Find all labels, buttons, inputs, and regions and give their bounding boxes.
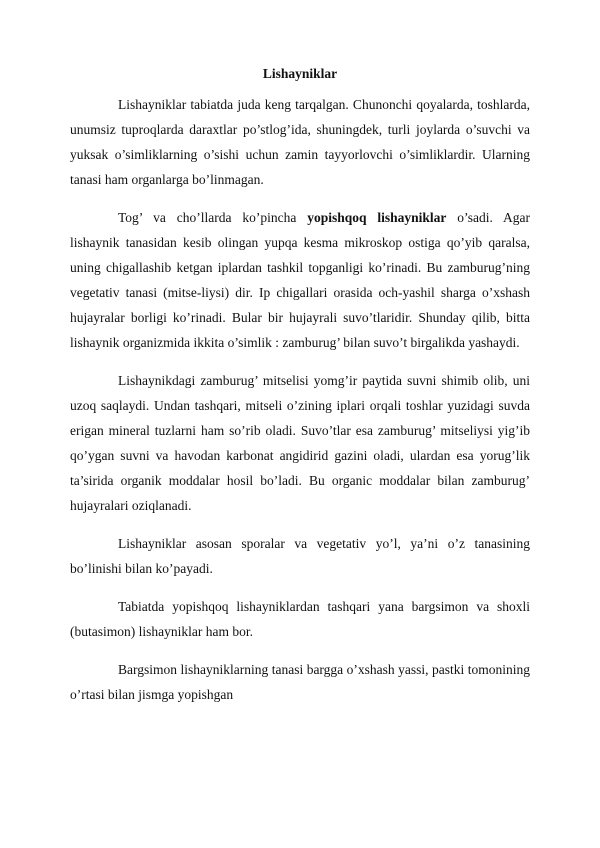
- paragraph-6: Bargsimon lishayniklarning tanasi bargga o’xshash yassi, pastki tomonining o’rtasi bilan jismga yopishgan: [70, 662, 530, 702]
- paragraph-3: Lishaynikdagi zamburug’ mitselisi yomg’ir paytida suvni shimib olib, uni uzoq saqlaydi. Undan tashqari, mitseli o’zining iplari orqali toshlar yuzidagi suvda erigan mineral tuzlarni ham so’rib oladi. Suvo’tlar esa zamburug’ mitseliysi yig’ib qo’ygan suvni va havodan karbonat angidirid gazini oladi, ulardan esa yorug’lik ta’sirida organik moddalar hosil bo’ladi. Bu organic moddalar bilan zamburug’ hujayralari oziqlanadi.: [70, 373, 530, 513]
- paragraph-2-lead: Tog’ va cho’llarda ko’pincha: [118, 210, 308, 225]
- paragraph-1: Lishayniklar tabiatda juda keng tarqalgan. Chunonchi qoyalarda, toshlarda, unumsiz tuproqlarda daraxtlar po’stlog’ida, shuningdek, turli joylarda o’suvchi va yuksak o’simliklarning o’sishi uchun zamin tayyorlovchi o’simliklardir. Ularning tanasi ham organlarga bo’linmagan.: [70, 97, 530, 187]
- paragraph-2: [70, 205, 530, 355]
- document-body: [70, 92, 530, 720]
- page-title: Lishayniklar: [262, 66, 338, 81]
- paragraph-5: Tabiatda yopishqoq lishayniklardan tashqari yana bargsimon va shoxli (butasimon) lishayniklar ham bor.: [70, 599, 530, 639]
- paragraph-2-rest: o’sadi. Agar lishaynik tanasidan kesib olingan yupqa kesma mikroskop ostiga qo’yib qaralsa, uning chigallashib ketgan iplardan tashkil topganligi ko’rinadi. Bu zamburug’ning vegetativ tanasi (mitse-liysi) dir. Ip chigallari orasida och-yashil sharga o’xshash hujayralar borligi ko’rinadi. Bular bir hujayrali suvo’tlaridir. Shunday qilib, bitta lishaynik organizmida ikkita o’simlik : zamburug’ bilan suvo’t birgalikda yashaydi.: [70, 210, 530, 350]
- bold-term: yopishqoq lishayniklar: [307, 210, 447, 225]
- paragraph-4: Lishayniklar asosan sporalar va vegetativ yo’l, ya’ni o’z tanasining bo’linishi bilan ko’payadi.: [70, 536, 530, 576]
